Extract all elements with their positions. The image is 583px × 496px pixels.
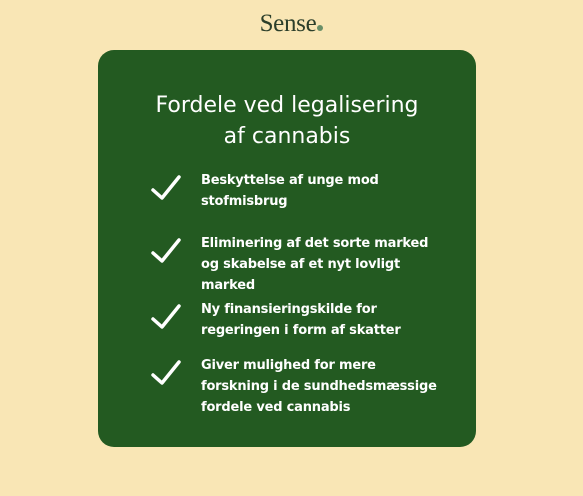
benefits-card (98, 50, 476, 447)
benefit-label: Beskyttelse af unge mod stofmisbrug (201, 173, 379, 209)
card-title (98, 90, 476, 152)
benefit-label: Eliminering af det sorte marked og skabelse af et nyt lovligt marked (201, 236, 429, 293)
checkmark-icon (150, 174, 182, 202)
benefit-label: Giver mulighed for mere forskning i de sundhedsmæssige fordele ved cannabis (201, 358, 437, 415)
card-title-line-1: Fordele ved legalisering (155, 93, 419, 118)
benefit-label: Ny finansieringskilde for regeringen i form af skatter (201, 302, 401, 338)
logo-dot-icon (317, 25, 323, 31)
logo-text: Sense (259, 10, 317, 37)
card-title-line-2: af cannabis (223, 124, 351, 149)
checkmark-icon (150, 359, 182, 387)
checkmark-icon (150, 303, 182, 331)
sense-logo (0, 10, 583, 38)
checkmark-icon (150, 237, 182, 265)
